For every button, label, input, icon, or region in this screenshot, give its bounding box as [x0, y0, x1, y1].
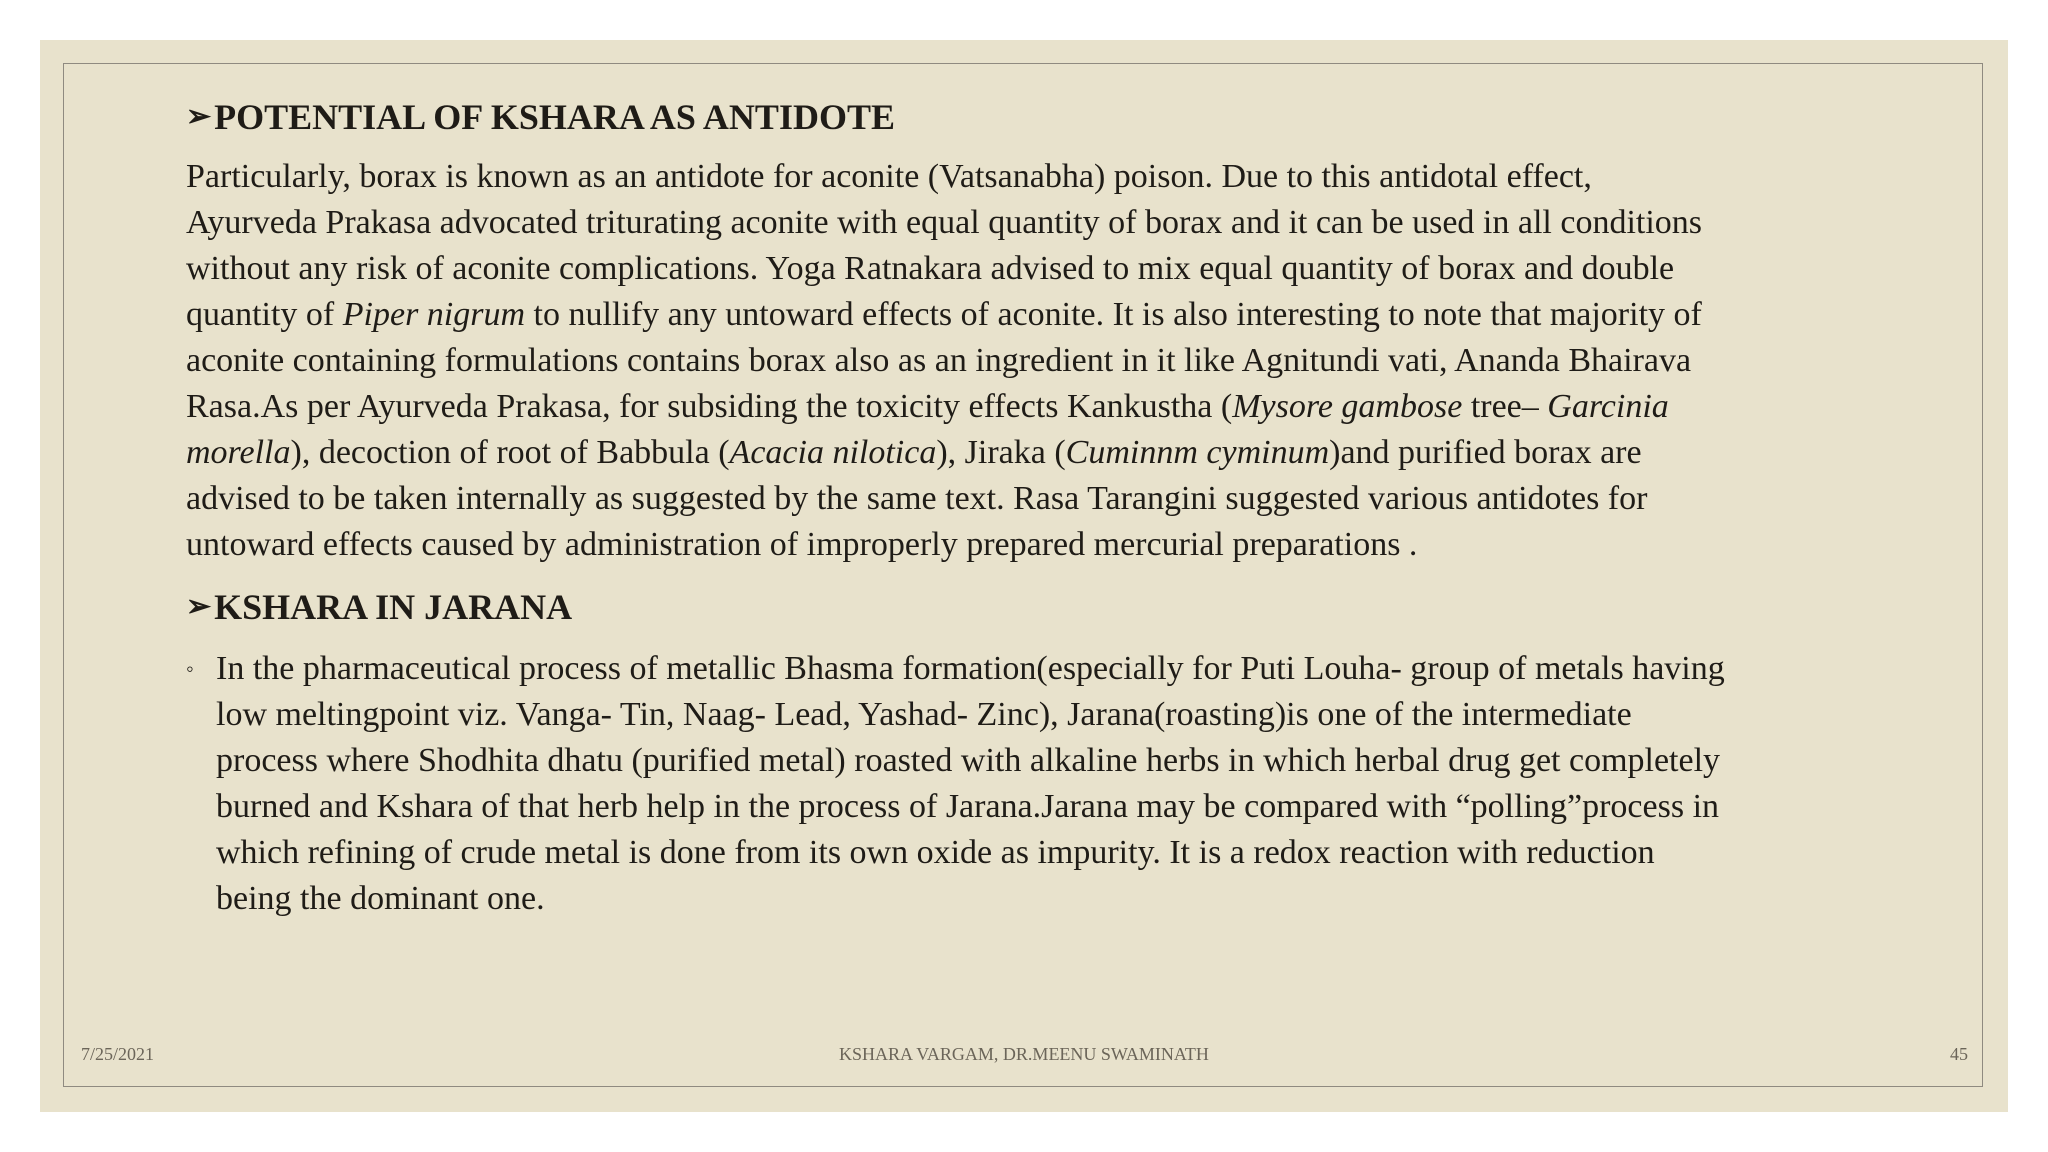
jarana-bullet-text: In the pharmaceutical process of metallic Bhasma formation(especially for Puti Louha- group of metals having low meltingpoint viz. Vanga- Tin, Naag- Lead, Yashad- Zinc), Jarana(roasting)is one of the intermediate process where Shodhita dhatu (purified metal) roasted with alkaline herbs in which herbal drug get completely burned and Kshara of that herb help in the process of Jarana.Jarana may be compared with “polling”process in which refining of crude metal is done from its own oxide as impurity. It is a redox reaction with reduction being the dominant one. [216, 650, 1725, 917]
paragraph-text-segment: tree– [1462, 388, 1548, 425]
italic-term: Garcinia morella [186, 388, 1669, 471]
heading-antidote-text: POTENTIAL OF KSHARA AS ANTIDOTE [214, 97, 895, 137]
heading-jarana [186, 582, 1726, 632]
italic-term: Cuminnm cyminum [1065, 434, 1330, 471]
slide [40, 40, 2008, 1112]
italic-term: Acacia nilotica [729, 434, 937, 471]
italic-term: Mysore gambose [1232, 388, 1463, 425]
slide-number: 45 [1950, 1044, 1968, 1064]
paragraph-text-segment: )and purified borax are advised to be taken internally as suggested by the same text. Rasa Tarangini suggested various antidotes for untoward effects caused by administration of improperly prepared mercurial preparations . [186, 434, 1648, 563]
jarana-bullet-item [186, 646, 1726, 922]
paragraph-text-segment: Particularly, borax is known as an antidote for aconite (Vatsanabha) poison. Due to this antidotal effect, Ayurveda Prakasa advocated triturating aconite with equal quantity of borax and it can be used in all conditions without any risk of aconite complications. Yoga Ratnakara advised to mix equal quantity of borax and double quantity of [186, 158, 1703, 333]
heading-jarana-text: KSHARA IN JARANA [214, 587, 573, 627]
arrow-bullet-icon: ➢ [186, 590, 212, 623]
circle-bullet-icon: ◦ [186, 656, 194, 681]
italic-term: Piper nigrum [342, 296, 526, 333]
antidote-paragraph [186, 154, 1726, 568]
heading-antidote [186, 92, 1726, 142]
paragraph-text-segment: ), decoction of root of Babbula ( [290, 434, 730, 471]
arrow-bullet-icon: ➢ [186, 100, 212, 133]
paragraph-text-segment: to nullify any untoward effects of aconite. It is also interesting to note that majority of aconite containing formulations contains borax also as an ingredient in it like Agnitundi vati, Ananda Bhairava Rasa.As per Ayurveda Prakasa, for subsiding the toxicity effects Kankustha ( [186, 296, 1702, 425]
slide-content [186, 92, 1726, 922]
footer-date: 7/25/2021 [81, 1044, 155, 1064]
paragraph-text-segment: ), Jiraka ( [936, 434, 1066, 471]
footer-title: KSHARA VARGAM, DR.MEENU SWAMINATH [839, 1044, 1209, 1064]
